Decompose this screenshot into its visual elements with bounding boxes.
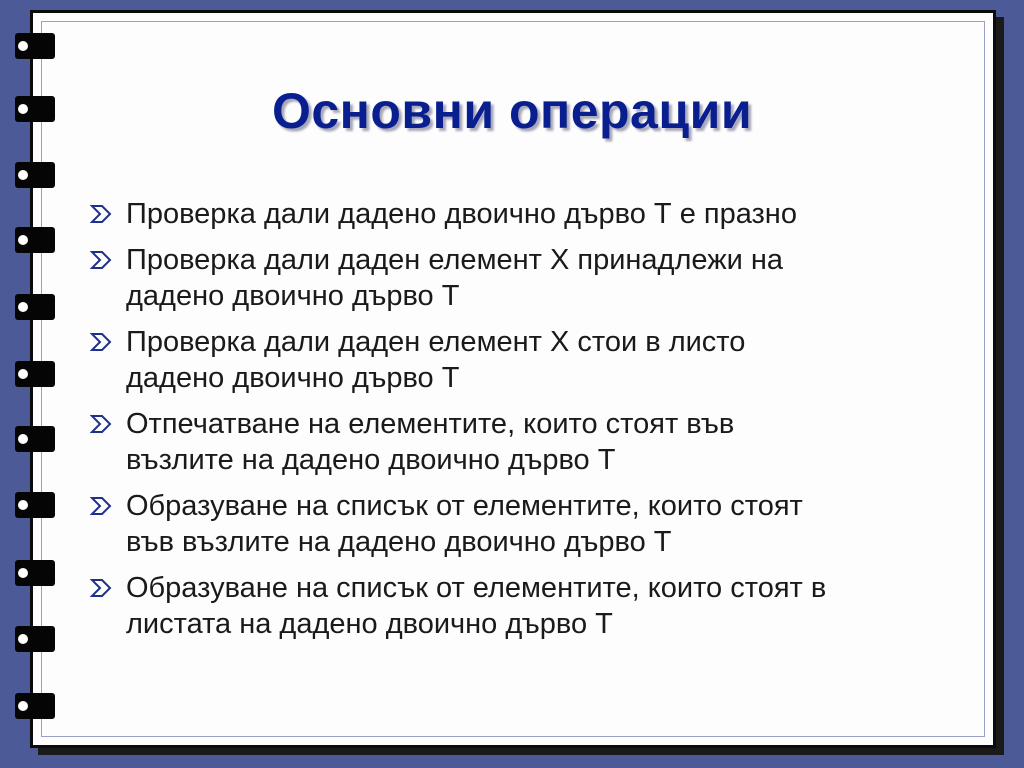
- hollow-arrow-bullet-icon: [90, 250, 112, 270]
- bullet-text-line: Отпечатване на елементите, които стоят във: [126, 408, 735, 440]
- binding-ring-hole: [18, 701, 28, 711]
- bullet-text-line: дадено двоично дърво Т: [126, 362, 460, 394]
- binding-ring-hole: [18, 302, 28, 312]
- bullet-item: [88, 406, 978, 478]
- bullet-item: [88, 242, 978, 314]
- bullet-text-line: Проверка дали даден елемент Х стои в листо: [126, 326, 746, 358]
- binding-ring-hole: [18, 369, 28, 379]
- bullet-item: [88, 324, 978, 396]
- binding-ring: [15, 492, 55, 518]
- hollow-arrow-bullet-icon: [90, 496, 112, 516]
- bullet-item: [88, 570, 978, 642]
- binding-ring-hole: [18, 434, 28, 444]
- hollow-arrow-bullet-icon: [90, 578, 112, 598]
- bullet-item: [88, 196, 978, 232]
- hollow-arrow-bullet-icon: [90, 204, 112, 224]
- slide-title: Основни операции: [271, 83, 753, 139]
- bullet-text-line: Образуване на списък от елементите, които стоят: [126, 490, 803, 522]
- bullet-item: [88, 488, 978, 560]
- binding-ring-hole: [18, 634, 28, 644]
- bullet-text-line: възлите на дадено двоично дърво Т: [126, 444, 616, 476]
- bullet-text-line: Проверка дали дадено двоично дърво Т е празно: [126, 198, 797, 230]
- binding-ring-hole: [18, 235, 28, 245]
- binding-ring-hole: [18, 568, 28, 578]
- binding-ring: [15, 560, 55, 586]
- binding-ring: [15, 294, 55, 320]
- binding-ring-hole: [18, 500, 28, 510]
- bullet-text-line: листата на дадено двоично дърво Т: [126, 608, 613, 640]
- hollow-arrow-bullet-icon: [90, 332, 112, 352]
- bullet-text-line: Образуване на списък от елементите, които стоят в: [126, 572, 827, 604]
- bullet-text-line: Проверка дали даден елемент Х принадлежи на: [126, 244, 784, 276]
- bullet-text-line: дадено двоично дърво Т: [126, 280, 460, 312]
- binding-ring: [15, 626, 55, 652]
- bullet-list: [88, 196, 978, 652]
- binding-ring-hole: [18, 41, 28, 51]
- binding-ring: [15, 33, 55, 59]
- binding-ring: [15, 426, 55, 452]
- binding-ring: [15, 227, 55, 253]
- binding-ring: [15, 693, 55, 719]
- binding-ring: [15, 361, 55, 387]
- hollow-arrow-bullet-icon: [90, 414, 112, 434]
- binding-ring-hole: [18, 170, 28, 180]
- bullet-text-line: във възлите на дадено двоично дърво Т: [126, 526, 672, 558]
- binding-ring: [15, 162, 55, 188]
